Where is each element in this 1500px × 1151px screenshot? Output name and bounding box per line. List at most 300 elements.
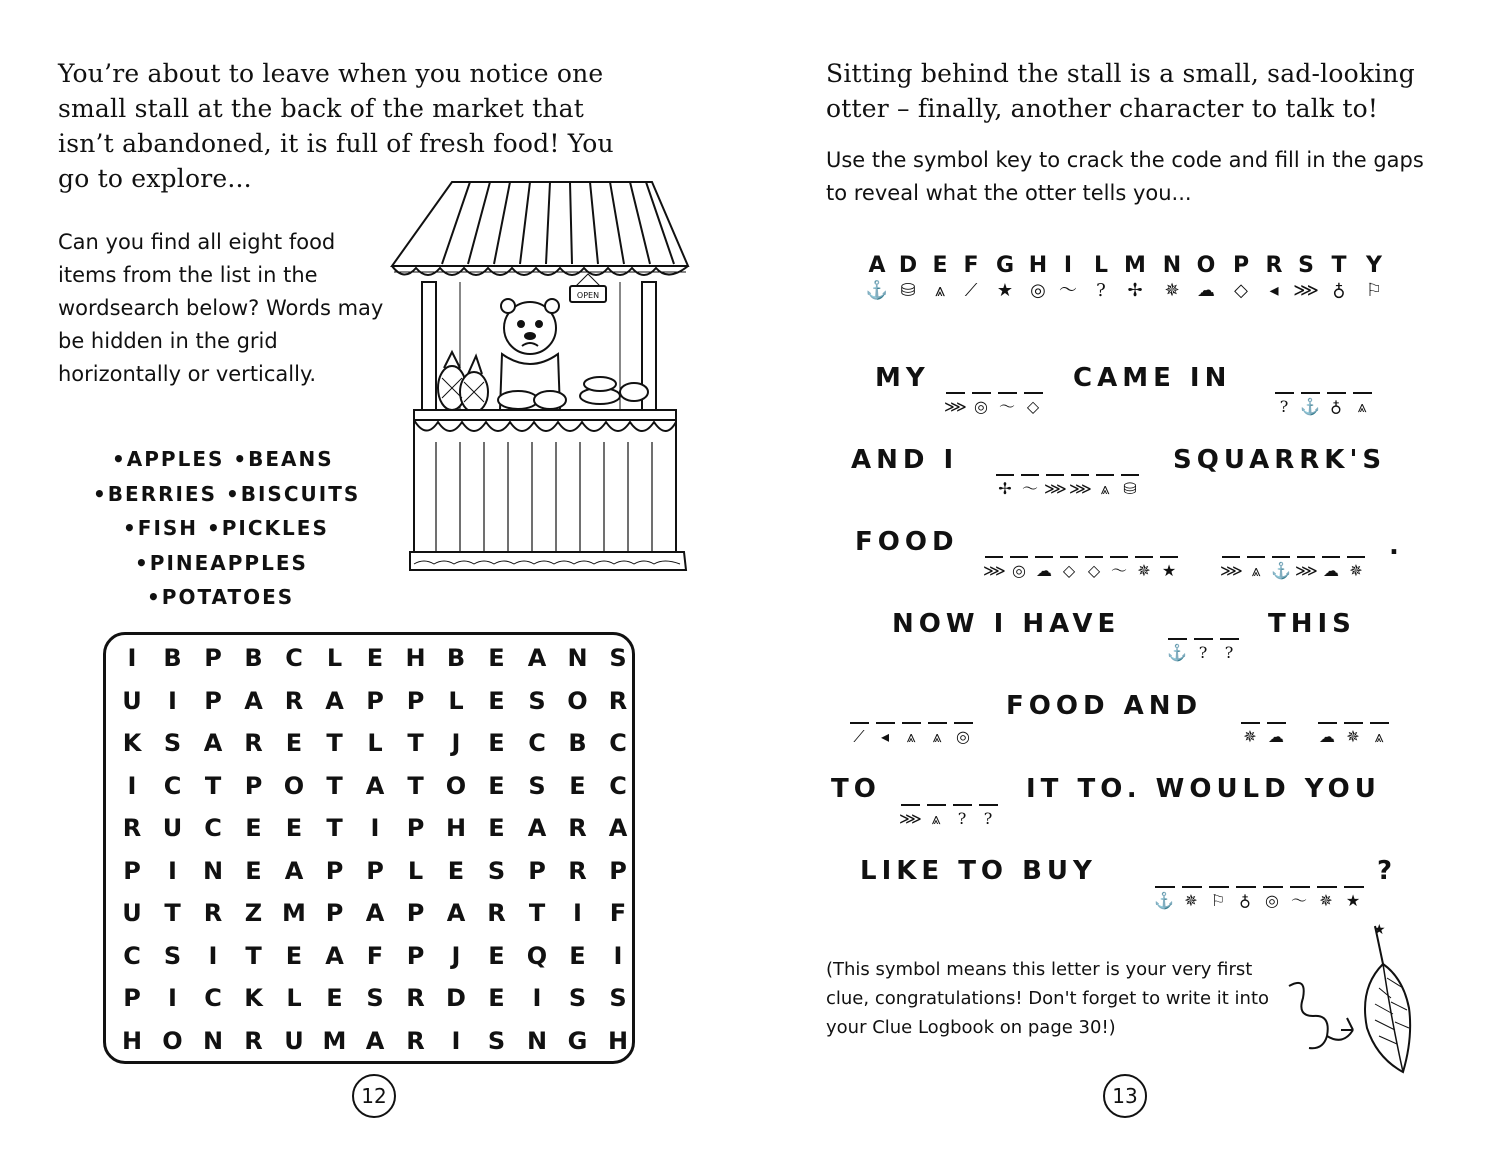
key-letter: M (1124, 253, 1146, 278)
grid-cell[interactable]: R (203, 899, 223, 927)
grid-cell[interactable]: S (609, 984, 627, 1012)
code-symbol-icon: ✵ (1137, 561, 1151, 580)
grid-cell[interactable]: R (487, 899, 506, 927)
grid-cell[interactable]: A (284, 856, 304, 885)
code-blank[interactable] (1135, 556, 1153, 558)
code-symbol-icon: ⩓ (1357, 397, 1367, 416)
code-blank[interactable] (979, 804, 998, 806)
grid-cell[interactable]: L (326, 644, 343, 672)
grid-cell[interactable]: J (451, 729, 461, 757)
code-blank[interactable] (1322, 556, 1340, 558)
grid-cell[interactable]: L (407, 856, 424, 885)
code-blank[interactable] (996, 474, 1014, 476)
grid-cell[interactable]: P (204, 644, 222, 672)
code-blank[interactable] (1272, 556, 1290, 558)
code-blank[interactable] (946, 392, 965, 394)
code-symbol-icon: ⚓ (1271, 561, 1291, 580)
key-symbol-icon: ⋙ (1293, 280, 1319, 301)
grid-cell[interactable]: L (286, 984, 302, 1012)
key-letter: A (868, 253, 886, 278)
grid-cell[interactable]: T (326, 814, 343, 842)
grid-cell[interactable]: H (607, 1026, 629, 1055)
key-letter: R (1265, 253, 1283, 278)
grid-cell[interactable]: E (285, 729, 303, 757)
grid-cell[interactable]: S (366, 984, 384, 1012)
grid-cell[interactable]: P (406, 814, 425, 842)
grid-cell[interactable]: P (244, 771, 263, 800)
grid-cell[interactable]: A (527, 644, 547, 672)
code-blank[interactable] (1010, 556, 1028, 558)
code-blank[interactable] (1060, 556, 1078, 558)
grid-cell[interactable]: P (366, 686, 384, 715)
page-number-left: 12 (352, 1074, 396, 1118)
code-symbol-icon: ⚓ (1154, 891, 1174, 910)
grid-cell[interactable]: C (204, 984, 222, 1012)
grid-cell[interactable]: I (127, 771, 137, 800)
grid-cell[interactable]: I (573, 899, 582, 927)
word-list (60, 442, 410, 615)
code-blank[interactable] (972, 392, 991, 394)
key-entry (1226, 253, 1256, 303)
code-symbol-icon: ✵ (1319, 891, 1333, 910)
code-symbol-icon: ⛁ (1123, 479, 1137, 498)
code-blank[interactable] (1182, 886, 1202, 888)
code-blank[interactable] (985, 556, 1003, 558)
code-blank[interactable] (1071, 474, 1089, 476)
grid-cell[interactable]: K (122, 729, 142, 757)
grid-cell[interactable]: Z (244, 899, 263, 927)
key-entry (1324, 253, 1354, 303)
code-symbol-icon: 〜 (1021, 479, 1038, 498)
grid-cell[interactable]: A (365, 771, 385, 800)
grid-cell[interactable]: A (325, 941, 344, 970)
grid-cell[interactable]: U (284, 1026, 304, 1055)
grid-cell[interactable]: C (123, 941, 141, 970)
code-symbol-icon: ◎ (1265, 891, 1279, 910)
code-symbol-icon: ⋙ (1069, 479, 1092, 498)
code-blank[interactable] (1290, 886, 1310, 888)
grid-cell[interactable]: O (445, 771, 467, 800)
key-letter: O (1196, 253, 1216, 278)
code-blank[interactable] (901, 804, 920, 806)
code-symbol-icon: ◇ (1026, 397, 1040, 416)
grid-cell[interactable]: E (245, 814, 262, 842)
code-blank[interactable] (1370, 722, 1389, 724)
grid-cell[interactable]: S (163, 729, 182, 757)
code-symbol-icon: ⚓ (1167, 643, 1187, 662)
code-symbol-icon: ♁ (1239, 891, 1251, 910)
grid-cell[interactable]: E (366, 644, 384, 672)
grid-cell[interactable]: M (322, 1026, 347, 1055)
key-entry (1053, 253, 1083, 303)
key-symbol-icon: ⟋ (964, 280, 978, 301)
code-blank[interactable] (1168, 638, 1187, 640)
word-list-line: •FISH •PICKLES (123, 516, 329, 540)
stall-sign-text: OPEN (576, 291, 600, 300)
key-letter: D (898, 253, 918, 278)
code-symbol-icon: ⋙ (1295, 561, 1318, 580)
grid-cell[interactable]: L (448, 686, 464, 715)
grid-cell[interactable]: R (608, 686, 628, 715)
code-blank[interactable] (927, 804, 946, 806)
grid-cell[interactable]: I (127, 644, 137, 672)
grid-cell[interactable]: E (285, 814, 303, 842)
grid-cell[interactable]: I (208, 941, 218, 970)
key-symbol-icon: ◇ (1234, 280, 1248, 301)
grid-cell[interactable]: R (122, 814, 142, 842)
code-symbol-icon: ✵ (1346, 727, 1360, 746)
key-symbol-icon: ★ (996, 280, 1014, 301)
page-number-right: 13 (1103, 1074, 1147, 1118)
grid-cell[interactable]: R (568, 856, 587, 885)
puzzle-text: CAME IN (1073, 363, 1232, 393)
code-symbol-icon: ☁ (1036, 561, 1052, 580)
grid-cell[interactable]: N (567, 644, 588, 672)
grid-cell[interactable]: R (406, 1026, 425, 1055)
code-blank[interactable] (953, 804, 972, 806)
left-intro-text: You’re about to leave when you notice one small stall at the back of the market that isn’t abandoned, it is full of fresh food! You go to explore... (58, 59, 614, 193)
code-symbol-icon: ⋙ (944, 397, 967, 416)
grid-cell[interactable]: J (451, 941, 461, 970)
code-symbol-icon: ◎ (1012, 561, 1026, 580)
code-blank[interactable] (1024, 392, 1043, 394)
code-blank[interactable] (1046, 474, 1064, 476)
grid-cell[interactable]: P (406, 686, 425, 715)
grid-cell[interactable]: R (244, 729, 263, 757)
grid-cell[interactable]: A (244, 686, 263, 715)
grid-cell[interactable]: T (407, 771, 424, 800)
code-symbol-icon: ? (957, 809, 967, 828)
grid-cell[interactable]: G (567, 1026, 588, 1055)
code-blank[interactable] (1317, 886, 1337, 888)
puzzle-text: TO (831, 774, 881, 804)
grid-cell[interactable]: S (487, 856, 506, 885)
word-list-line: •POTATOES (147, 585, 295, 609)
key-entry (1359, 253, 1389, 303)
grid-cell[interactable]: U (162, 814, 183, 842)
code-symbol-icon: ☁ (1319, 727, 1335, 746)
puzzle-text: ? (1377, 856, 1398, 886)
code-symbol-icon: ⋙ (899, 809, 922, 828)
word-list-line: •APPLES •BEANS (112, 447, 334, 471)
grid-cell[interactable]: P (123, 856, 141, 885)
code-blank[interactable] (1222, 556, 1240, 558)
key-symbol-icon: ☁ (1197, 280, 1215, 301)
code-symbol-icon: ⚓ (1300, 397, 1320, 416)
grid-cell[interactable]: F (366, 941, 384, 970)
grid-cell[interactable]: S (163, 941, 182, 970)
code-symbol-icon: ☁ (1268, 727, 1284, 746)
key-entry (893, 253, 923, 303)
key-symbol-icon: 〜 (1059, 280, 1077, 301)
code-blank[interactable] (1236, 886, 1256, 888)
grid-cell[interactable]: P (325, 899, 344, 927)
grid-cell[interactable]: S (487, 1026, 506, 1055)
grid-cell[interactable]: R (244, 1026, 263, 1055)
wordsearch-grid[interactable] (103, 632, 635, 1064)
grid-cell[interactable]: A (203, 729, 223, 757)
grid-cell[interactable]: R (406, 984, 425, 1012)
grid-cell[interactable]: N (202, 1026, 224, 1055)
grid-cell[interactable]: I (613, 941, 623, 970)
grid-cell[interactable]: C (163, 771, 182, 800)
code-blank[interactable] (1220, 638, 1239, 640)
grid-cell[interactable]: E (488, 941, 505, 970)
key-symbol-icon: ⚐ (1365, 280, 1383, 301)
grid-cell[interactable]: H (405, 644, 426, 672)
code-symbol-icon: ◎ (974, 397, 988, 416)
code-blank[interactable] (1263, 886, 1283, 888)
key-entry (862, 253, 892, 303)
puzzle-text: SQUARRK'S (1173, 445, 1387, 475)
grid-cell[interactable]: E (447, 856, 465, 885)
code-blank[interactable] (1267, 722, 1286, 724)
key-letter: L (1093, 253, 1109, 278)
word-list-line: •BERRIES •BISCUITS (93, 481, 361, 506)
grid-cell[interactable]: E (569, 771, 586, 800)
word-list-line: •PINEAPPLES (135, 550, 308, 575)
grid-cell[interactable]: C (204, 814, 222, 842)
key-letter: T (1331, 253, 1347, 278)
grid-cell[interactable]: E (488, 814, 505, 842)
key-entry (1086, 253, 1116, 303)
grid-cell[interactable]: E (488, 984, 505, 1012)
code-blank[interactable] (1301, 392, 1320, 394)
code-blank[interactable] (1353, 392, 1372, 394)
grid-cell[interactable]: P (528, 856, 546, 885)
key-letter: H (1028, 253, 1048, 278)
right-intro-text: Sitting behind the stall is a small, sad-looking otter – finally, another character to talk to! (826, 59, 1415, 123)
code-symbol-icon: ⩓ (1374, 727, 1384, 746)
code-symbol-icon: ✵ (1243, 727, 1257, 746)
puzzle-text: . (1389, 531, 1404, 561)
code-blank[interactable] (1209, 886, 1229, 888)
grid-cell[interactable]: H (121, 1026, 143, 1055)
code-symbol-icon: ★ (1161, 561, 1177, 580)
key-letter: F (963, 253, 979, 278)
key-symbol-icon: ? (1096, 280, 1106, 301)
code-symbol-icon: ★ (1345, 891, 1361, 910)
code-blank[interactable] (1344, 886, 1364, 888)
grid-cell[interactable]: A (527, 814, 547, 842)
clue-note: (This symbol means this letter is your very first clue, congratulations! Don't forget to write it into your Clue Logbook on page 30!) (826, 959, 1270, 1038)
grid-cell[interactable]: T (164, 899, 181, 927)
grid-cell[interactable]: U (122, 899, 142, 927)
code-symbol-icon: ⩓ (931, 809, 941, 828)
code-symbol-icon: ⩓ (932, 727, 942, 746)
code-symbol-icon: ? (1224, 643, 1234, 662)
code-blank[interactable] (1347, 556, 1365, 558)
code-instructions: Use the symbol key to crack the code and fill in the gaps to reveal what the otter tells you... (826, 148, 1424, 205)
key-symbol-icon: ⛁ (900, 280, 916, 301)
puzzle-text: MY (875, 363, 930, 393)
key-entry (956, 253, 986, 303)
grid-cell[interactable]: A (446, 899, 466, 927)
key-letter: E (932, 253, 948, 278)
code-blank[interactable] (1241, 722, 1260, 724)
code-symbol-icon: ⋙ (983, 561, 1006, 580)
wordsearch-instructions: Can you find all eight food items from the list in the wordsearch below? Words may be hidden in the grid horizontally or vertically. (58, 230, 384, 386)
code-blank[interactable] (1327, 392, 1346, 394)
code-blank[interactable] (1021, 474, 1039, 476)
grid-cell[interactable]: T (326, 729, 343, 757)
code-symbol-icon: ? (1279, 397, 1289, 416)
grid-cell[interactable]: C (285, 644, 303, 672)
code-blank[interactable] (1160, 556, 1178, 558)
code-symbol-icon: ⋙ (1220, 561, 1243, 580)
key-entry (1259, 253, 1289, 303)
grid-cell[interactable]: O (283, 771, 305, 800)
grid-cell[interactable]: C (609, 729, 627, 757)
grid-cell[interactable]: A (365, 899, 385, 927)
grid-cell[interactable]: R (568, 814, 587, 842)
grid-cell[interactable]: T (407, 729, 424, 757)
key-letter: Y (1366, 253, 1382, 278)
grid-cell[interactable]: I (370, 814, 380, 842)
grid-cell[interactable]: I (168, 686, 177, 715)
code-symbol-icon: ⩓ (1251, 561, 1261, 580)
code-symbol-icon: ☁ (1323, 561, 1339, 580)
grid-cell[interactable]: N (526, 1026, 548, 1055)
grid-cell[interactable]: E (569, 941, 586, 970)
code-symbol-icon: ⩓ (1100, 479, 1110, 498)
code-blank[interactable] (1035, 556, 1053, 558)
grid-cell[interactable]: B (163, 644, 182, 672)
code-symbol-icon: 〜 (1110, 561, 1127, 580)
grid-cell[interactable]: T (326, 771, 343, 800)
puzzle-text: NOW I HAVE (892, 609, 1121, 639)
code-blank[interactable] (1275, 392, 1294, 394)
grid-cell[interactable]: C (609, 771, 627, 800)
grid-cell[interactable]: P (325, 856, 344, 885)
code-symbol-icon: ◂ (880, 727, 890, 746)
code-blank[interactable] (954, 722, 973, 724)
code-blank[interactable] (1297, 556, 1315, 558)
code-blank[interactable] (1247, 556, 1265, 558)
key-symbol-icon: ◂ (1269, 280, 1279, 301)
key-symbol-icon: ✢ (1127, 280, 1143, 301)
grid-cell[interactable]: S (528, 686, 546, 715)
grid-cell[interactable]: C (528, 729, 546, 757)
grid-cell[interactable]: I (168, 984, 177, 1012)
puzzle-text: FOOD AND (1006, 691, 1203, 721)
code-blank[interactable] (928, 722, 947, 724)
code-blank[interactable] (998, 392, 1017, 394)
code-blank[interactable] (1110, 556, 1128, 558)
grid-cell[interactable]: P (204, 686, 222, 715)
grid-cell[interactable]: F (609, 899, 627, 927)
grid-cell[interactable]: E (488, 729, 505, 757)
code-symbol-icon: ? (1198, 643, 1208, 662)
key-entry (1157, 253, 1187, 303)
grid-cell[interactable]: I (168, 856, 177, 885)
code-symbol-icon: ⟋ (853, 727, 865, 746)
grid-cell[interactable]: A (365, 1026, 385, 1055)
grid-cell[interactable]: B (244, 644, 263, 672)
grid-cell[interactable]: M (282, 899, 306, 927)
key-symbol-icon: ⚓ (865, 280, 889, 301)
grid-cell[interactable]: R (284, 686, 304, 715)
grid-cell[interactable]: Q (526, 941, 548, 970)
grid-cell[interactable]: P (366, 856, 384, 885)
code-blank[interactable] (902, 722, 921, 724)
key-symbol-icon: ◎ (1030, 280, 1046, 301)
code-symbol-icon: ⩓ (906, 727, 916, 746)
grid-cell[interactable]: P (609, 856, 627, 885)
grid-cell[interactable]: S (568, 984, 587, 1012)
grid-cell[interactable]: U (122, 686, 142, 715)
grid-cell[interactable]: B (446, 644, 466, 672)
key-letter: G (995, 253, 1015, 278)
key-entry (990, 253, 1020, 303)
grid-cell[interactable]: E (488, 686, 505, 715)
grid-cell[interactable]: A (325, 686, 344, 715)
key-entry (1023, 253, 1053, 303)
grid-cell[interactable]: N (202, 856, 224, 885)
code-blank[interactable] (1344, 722, 1363, 724)
key-symbol-icon: ✵ (1164, 280, 1180, 301)
code-blank[interactable] (1096, 474, 1114, 476)
grid-cell[interactable]: S (609, 644, 627, 672)
code-symbol-icon: ✵ (1349, 561, 1363, 580)
grid-cell[interactable]: T (245, 941, 262, 970)
grid-cell[interactable]: P (406, 899, 425, 927)
grid-cell[interactable]: I (532, 984, 542, 1012)
grid-cell[interactable]: E (245, 856, 262, 885)
market-stall-illustration (390, 178, 690, 576)
grid-cell[interactable]: P (406, 941, 425, 970)
grid-cell[interactable]: E (488, 771, 505, 800)
key-entry (1120, 253, 1150, 303)
code-blank[interactable] (876, 722, 895, 724)
grid-cell[interactable]: O (567, 686, 588, 715)
key-symbol-icon: ⩓ (934, 280, 946, 301)
grid-cell[interactable]: K (244, 984, 263, 1012)
grid-cell[interactable]: E (488, 644, 505, 672)
grid-cell[interactable]: E (326, 984, 343, 1012)
key-letter: S (1298, 253, 1314, 278)
key-entry (925, 253, 955, 303)
code-blank[interactable] (1121, 474, 1139, 476)
grid-cell[interactable]: S (528, 771, 546, 800)
puzzle-text: FOOD (855, 527, 959, 557)
code-symbol-icon: 〜 (998, 397, 1015, 416)
code-blank[interactable] (850, 722, 869, 724)
grid-cell[interactable]: D (446, 984, 466, 1012)
code-symbol-icon: ◇ (1062, 561, 1076, 580)
grid-cell[interactable]: E (285, 941, 303, 970)
code-blank[interactable] (1085, 556, 1103, 558)
code-symbol-icon: ✵ (1184, 891, 1198, 910)
grid-cell[interactable]: O (162, 1026, 183, 1055)
key-entry (1191, 253, 1221, 303)
grid-cell[interactable]: L (367, 729, 383, 757)
grid-cell[interactable]: A (608, 814, 628, 842)
grid-cell[interactable]: P (123, 984, 141, 1012)
code-blank[interactable] (1194, 638, 1213, 640)
code-blank[interactable] (1155, 886, 1175, 888)
code-blank[interactable] (1318, 722, 1337, 724)
code-symbol-icon: ⋙ (1044, 479, 1067, 498)
grid-cell[interactable]: I (451, 1026, 461, 1055)
grid-cell[interactable]: T (204, 771, 222, 800)
feather-quill-icon (1283, 918, 1423, 1078)
code-symbol-icon: 〜 (1290, 891, 1307, 910)
grid-cell[interactable]: B (568, 729, 587, 757)
key-letter: P (1232, 253, 1250, 278)
grid-cell[interactable]: T (528, 899, 546, 927)
grid-cell[interactable]: H (445, 814, 467, 842)
